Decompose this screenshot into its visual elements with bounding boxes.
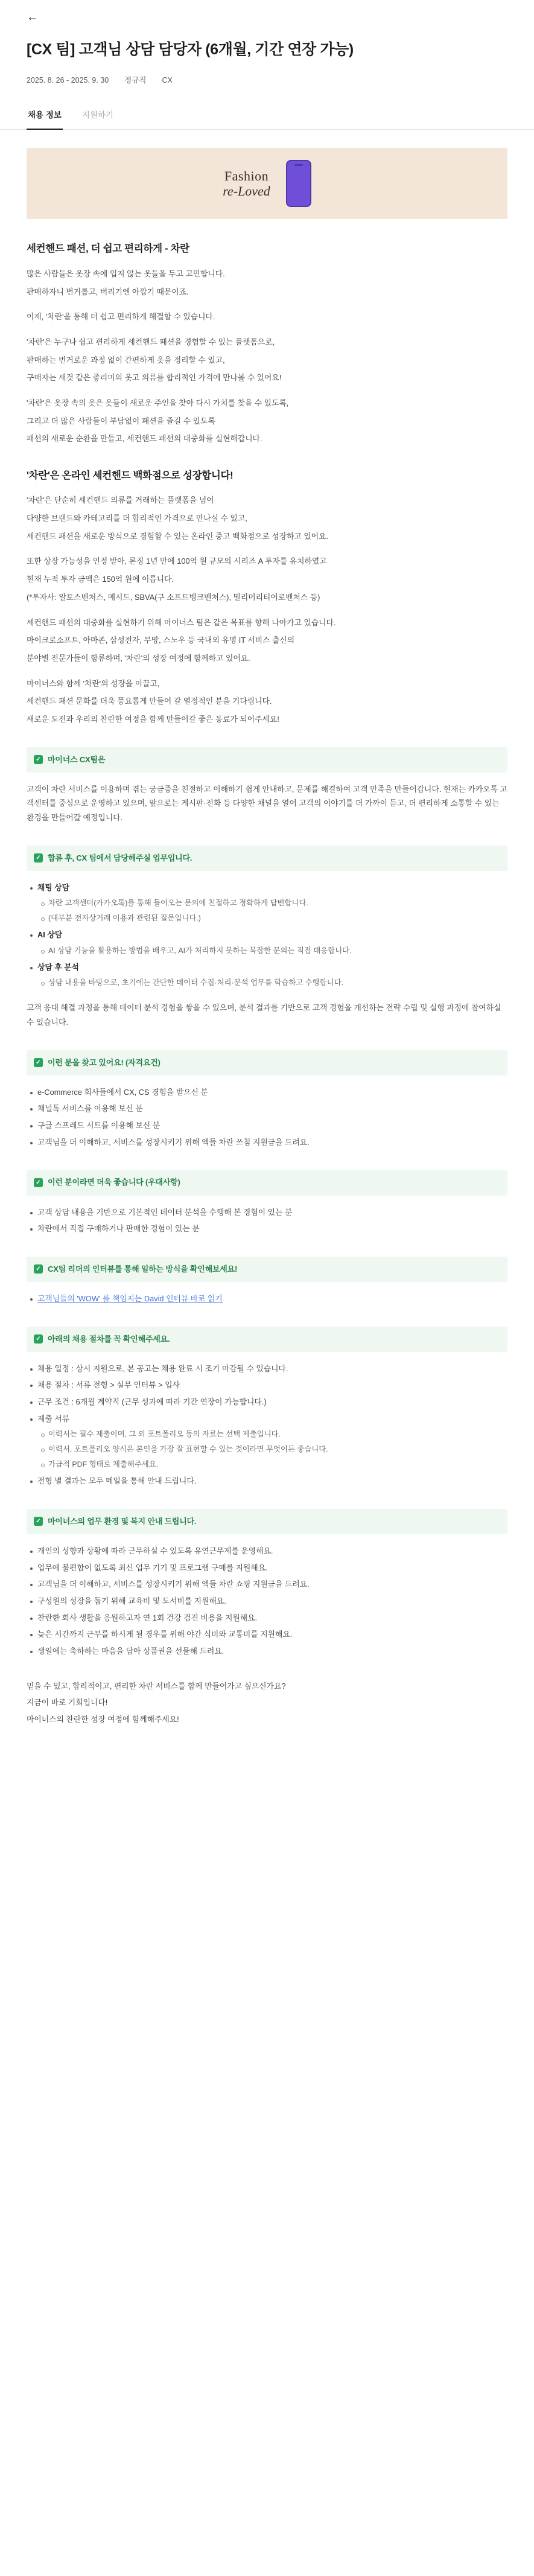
meta-employment-type: 정규직	[124, 76, 147, 85]
list-item-note: (대부분 전자상거래 이용과 관련된 질문입니다.)	[48, 911, 507, 925]
tab-apply[interactable]: 지원하기	[81, 110, 114, 120]
closing-line: 지금이 바로 기회입니다!	[27, 1698, 108, 1707]
list-item	[37, 1292, 507, 1306]
badge-preferred	[27, 1170, 507, 1195]
badge-label: 마이너스의 업무 환경 및 복지 안내 드립니다.	[48, 1516, 197, 1526]
leaf-icon: ✓	[34, 1178, 43, 1187]
arrow-left-icon[interactable]: ←	[27, 11, 38, 24]
badge-benefits	[27, 1509, 507, 1534]
badge-about-team	[27, 747, 507, 773]
duty-label: 상담 후 분석	[37, 962, 79, 972]
intro-paragraph: 그리고 더 많은 사람들이 부담없이 패션을 즐길 수 있도록	[27, 416, 215, 426]
growth-paragraph: 다양한 브랜드와 카테고리를 더 합리적인 가격으로 만나실 수 있고,	[27, 514, 247, 523]
list-item: 고객님을 더 이해하고, 서비스를 성장시키기 위해 액들 차란 쓰침 지원금을 드려요.	[37, 1135, 507, 1150]
leaf-icon: ✓	[34, 853, 43, 862]
growth-paragraph: 세컨핸드 패션의 대중화를 실현하기 위해 마이너스 팀은 같은 목표를 향해 나아가고 있습니다.	[27, 617, 336, 627]
leaf-icon: ✓	[34, 1517, 43, 1526]
growth-paragraph: 세컨핸드 패션 문화를 더욱 풍요롭게 만들어 갈 열정적인 분을 기다립니다.	[27, 697, 272, 706]
preferred-list	[27, 1205, 507, 1236]
leaf-icon: ✓	[34, 1264, 43, 1274]
requirements-list	[27, 1085, 507, 1150]
list-item	[37, 1412, 507, 1471]
posting-header	[0, 29, 534, 88]
list-item: 고객님을 더 이해하고, 서비스를 성장시키기 위해 액들 차란 쇼핑 지원금을 드려요.	[37, 1577, 507, 1592]
intro-paragraph: 판매하는 번거로운 과정 없이 간편하게 옷을 정리할 수 있고,	[27, 355, 225, 365]
leaf-icon: ✓	[34, 755, 43, 764]
list-item: 이력서는 필수 제출이며, 그 외 포트폴리오 등의 자료는 선택 제출입니다.	[48, 1427, 507, 1441]
growth-paragraph: 마이크로소프트, 아마존, 삼성전자, 무망, 스노우 등 국내외 유명 IT 서비스 출신의	[27, 636, 295, 645]
list-item: 전형 별 결과는 모두 메일을 통해 안내 드립니다.	[37, 1474, 507, 1488]
growth-paragraph: 분야별 전문가들이 함류하며, '차란'의 성장 여정에 함께하고 있어요.	[27, 653, 250, 663]
duties-closing: 고객 응대 해결 과정을 통해 데이터 분석 경험을 쌓을 수 있으며, 분석 결과를 기반으로 고객 경험을 개선하는 전략 수립 및 실행 과정에 참여하실 수 있습니다.	[27, 1003, 501, 1027]
hero-text	[223, 168, 270, 199]
list-item: 가급적 PDF 형태로 제출해주세요.	[48, 1458, 507, 1471]
leaf-icon: ✓	[34, 1058, 43, 1067]
list-item: 찬란한 회사 생활을 응원하고자 연 1회 건강 검진 비용을 지원해요.	[37, 1611, 507, 1625]
posting-meta	[27, 74, 507, 88]
list-item: 구글 스프레드 시트를 이용해 보신 분	[37, 1118, 507, 1133]
leaf-icon: ✓	[34, 1334, 43, 1344]
list-item: 채용 절차 : 서류 전형 > 실무 인터뷰 > 입사	[37, 1378, 507, 1392]
duty-sublist	[37, 896, 507, 925]
badge-duties	[27, 846, 507, 871]
about-team-paragraph: 고객이 차란 서비스를 이용하며 겪는 궁금증을 친절하고 이해하기 쉽게 안내하고, 문제를 해결하여 고객 만족을 만들어갑니다. 현재는 카카오톡 고객센터를 중심으로 운영하고 있으며, 앞으로는 게시판·전화 등 다양한 채널을 열어 고객의 이야기를 더 가까이 듣고, 더 편리하게 소통할 수 있는 환경을 만들어갈 예정입니다.	[27, 784, 507, 822]
badge-label: 합류 후, CX 팀에서 담당해주실 업무입니다.	[48, 853, 192, 862]
meta-team: CX	[162, 76, 173, 85]
intro-paragraph: 판매하자니 번거롭고, 버리기엔 아깝기 때문이죠.	[27, 287, 189, 296]
list-item: 근무 조건 : 6개월 계약직 (근무 성과에 따라 기간 연장이 가능합니다.)	[37, 1395, 507, 1409]
meta-period: 2025. 8. 26 - 2025. 9. 30	[27, 76, 109, 85]
smartphone-icon	[286, 160, 311, 207]
leader-interview-link[interactable]: 고객님들의 'WOW' 를 책임지는 David 인터뷰 바로 읽기	[37, 1293, 223, 1303]
list-item: 상담 내용을 바탕으로, 초기에는 간단한 데이터 수집·처리·분석 업무를 학습하고 수행합니다.	[48, 976, 507, 990]
badge-label: CX팀 리더의 인터뷰를 통해 일하는 방식을 확인해보세요!	[48, 1264, 238, 1274]
intro-paragraph: 패션의 새로운 순환을 만들고, 세컨핸드 패션의 대중화를 실현해갑니다.	[27, 434, 262, 444]
badge-label: 이런 분을 찾고 있어요! (자격요건)	[48, 1057, 161, 1067]
growth-paragraph: 현재 누적 투자 금액은 150억 원에 이릅니다.	[27, 575, 174, 584]
hero-banner	[27, 148, 507, 219]
topbar	[0, 0, 534, 29]
closing-line: 마이너스의 찬란한 성장 여정에 함께해주세요!	[27, 1714, 179, 1724]
process-list	[27, 1362, 507, 1488]
badge-label: 마이너스 CX팀은	[48, 754, 106, 764]
badge-label: 이런 분이라면 더욱 좋습니다 (우대사항)	[48, 1178, 180, 1187]
benefits-list	[27, 1544, 507, 1659]
hero-line2: re-Loved	[223, 183, 270, 199]
list-item: 고객 상담 내용을 기반으로 기본적인 데이터 분석을 수행해 본 경험이 있는 분	[37, 1205, 507, 1220]
list-item: e-Commerce 회사들에서 CX, CS 경험을 받으신 분	[37, 1085, 507, 1100]
duty-sublist	[37, 976, 507, 990]
duty-label: AI 상담	[37, 930, 63, 940]
list-item: 차란 고객센터(카카오톡)를 통해 들어오는 문의에 친절하고 정확하게 답변합니다.	[48, 896, 507, 910]
section-heading-growth: '차란'은 온라인 세컨핸드 백화점으로 성장합니다!	[27, 470, 234, 481]
leader-interview-list	[27, 1292, 507, 1306]
list-item: AI 상담 기능을 활용하는 방법을 배우고, AI가 처리하지 못하는 복잡한 문의는 직접 대응합니다.	[48, 944, 507, 958]
badge-requirements	[27, 1050, 507, 1076]
closing-line: 믿을 수 있고, 합리적이고, 편리한 차란 서비스를 함께 만들어가고 싶으신가요?	[27, 1681, 286, 1691]
growth-paragraph: (*투자사: 알토스벤처스, 메시드, SBVA(구 소프트뱅크벤처스), 밀리머리티어로벤처스 등)	[27, 592, 320, 602]
badge-process	[27, 1327, 507, 1352]
duty-label: 채팅 상담	[37, 882, 70, 892]
hero-line1: Fashion	[224, 168, 269, 184]
closing-block	[27, 1679, 507, 1727]
growth-paragraph: 세컨핸드 패션을 새로운 방식으로 경험할 수 있는 온라인 중고 백화점으로 성장하고 있어요.	[27, 531, 329, 541]
intro-paragraph: '차란'은 옷장 속의 옷은 옷들이 새로운 주인을 찾아 다시 가치를 찾을 수 있도록,	[27, 398, 289, 407]
list-item: 채용 일정 : 상시 지원으로, 본 공고는 채용 완료 시 조기 마감될 수 있습니다.	[37, 1362, 507, 1376]
intro-paragraph: 이제, '차란'을 통해 더 쉽고 편리하게 해결할 수 있습니다.	[27, 312, 215, 322]
process-sublist	[37, 1427, 507, 1471]
list-item: 구성원의 성장을 돕기 위해 교육비 및 도서비를 지원해요.	[37, 1594, 507, 1608]
tab-job-info[interactable]: 채용 정보	[27, 103, 63, 129]
duties-list	[27, 881, 507, 990]
list-item	[37, 928, 507, 958]
list-item: 이력서, 포트폴리오 양식은 본인을 가장 잘 표현할 수 있는 것이라면 무엇이든 좋습니다.	[48, 1443, 507, 1456]
posting-body	[0, 130, 534, 1726]
list-item: 개인의 성향과 상황에 따라 근무하실 수 있도록 유연근무제를 운영해요.	[37, 1544, 507, 1558]
list-item: 차란에서 직접 구매하거나 판매한 경험이 있는 분	[37, 1222, 507, 1236]
tab-bar	[0, 103, 534, 130]
growth-paragraph: 새로운 도전과 우리의 찬란한 여정을 함께 만들어갈 좋은 동료가 되어주세요!	[27, 714, 279, 724]
duty-sublist	[37, 944, 507, 958]
intro-paragraph: '차란'은 누구나 쉽고 편리하게 세컨핸드 패션을 경험할 수 있는 플랫폼으로,	[27, 337, 275, 346]
section-heading-intro: 세컨핸드 패션, 더 쉽고 편리하게 - 차란	[27, 243, 189, 255]
badge-leader-interview	[27, 1257, 507, 1282]
page-title: [CX 팀] 고객님 상담 담당자 (6개월, 기간 연장 가능)	[27, 41, 354, 59]
process-label: 제출 서류	[37, 1414, 70, 1423]
list-item	[37, 881, 507, 926]
badge-label: 아래의 채용 절차를 꼭 확인해주세요.	[48, 1334, 170, 1344]
growth-paragraph: 마이너스와 함께 '차란'의 성장을 이끌고,	[27, 678, 160, 688]
growth-paragraph: 또한 상장 가능성을 인정 받아, 론징 1년 만에 100억 원 규모의 시리즈 A 투자를 유치하였고	[27, 556, 327, 566]
intro-paragraph: 많은 사람들은 옷장 속에 입지 않는 옷들을 두고 고민합니다.	[27, 269, 225, 278]
growth-paragraph: '차란'은 단순히 세컨핸드 의류를 거래하는 플랫폼을 넘어	[27, 496, 214, 505]
list-item: 채널톡 서비스를 이용해 보신 분	[37, 1101, 507, 1116]
intro-paragraph: 구매자는 새것 같은 좋리미의 옷고 의류를 합리적인 가격에 만나볼 수 있어요!	[27, 373, 282, 383]
list-item	[37, 960, 507, 990]
list-item: 업무에 불편함이 없도록 최신 업무 기기 및 프로그램 구매를 지원해요.	[37, 1561, 507, 1575]
list-item: 늦은 시간까지 근무를 하시게 될 경우를 위해 야간 식비와 교통비를 지원해요.	[37, 1627, 507, 1642]
list-item: 생일에는 축하하는 마음을 담아 상품권을 선물해 드려요.	[37, 1644, 507, 1659]
